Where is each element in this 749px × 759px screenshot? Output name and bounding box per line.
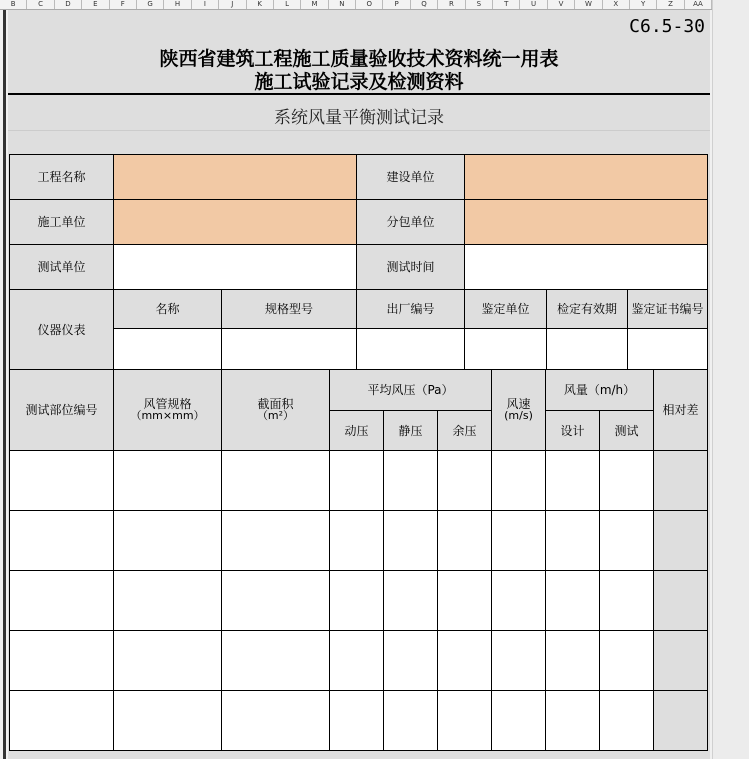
- cell-label: 测试部位编号: [25, 403, 98, 417]
- column-header[interactable]: S: [466, 0, 493, 9]
- dynamic-pressure-header: [329, 410, 384, 451]
- test-time-input[interactable]: [464, 244, 708, 290]
- column-header[interactable]: W: [575, 0, 602, 9]
- data-cell[interactable]: [491, 630, 546, 691]
- column-header[interactable]: O: [356, 0, 383, 9]
- data-cell[interactable]: [599, 450, 654, 511]
- test-unit-input[interactable]: [113, 244, 357, 290]
- cell-label: 风管规格: [143, 397, 192, 411]
- data-cell[interactable]: [437, 690, 492, 751]
- velocity-header: [491, 369, 546, 451]
- project-name-input[interactable]: [113, 154, 357, 200]
- row-divider: [8, 130, 710, 131]
- cell-label: 施工单位: [37, 215, 86, 229]
- cell-label: 风量（m/h）: [563, 383, 636, 397]
- data-cell[interactable]: [437, 450, 492, 511]
- data-cell[interactable]: [653, 570, 708, 631]
- tested-airflow-header: [599, 410, 654, 451]
- design-airflow-header: [545, 410, 600, 451]
- data-cell[interactable]: [437, 570, 492, 631]
- subcontractor-label: [356, 199, 465, 245]
- data-cell[interactable]: [9, 510, 114, 571]
- column-header[interactable]: L: [274, 0, 301, 9]
- column-header[interactable]: D: [55, 0, 82, 9]
- data-cell[interactable]: [9, 630, 114, 691]
- data-cell[interactable]: [599, 570, 654, 631]
- data-cell[interactable]: [599, 630, 654, 691]
- data-cell[interactable]: [491, 690, 546, 751]
- data-cell[interactable]: [599, 510, 654, 571]
- instrument-header: [221, 289, 357, 329]
- test-unit-label: [9, 244, 114, 290]
- title-divider: [8, 93, 710, 95]
- column-header[interactable]: X: [603, 0, 630, 9]
- relative-diff-header: [653, 369, 708, 451]
- column-header[interactable]: F: [110, 0, 137, 9]
- data-cell[interactable]: [329, 510, 384, 571]
- data-cell[interactable]: [383, 630, 438, 691]
- instrument-header: [627, 289, 708, 329]
- column-header-bar: [0, 0, 712, 10]
- construction-unit-label: [356, 154, 465, 200]
- cell-label: 平均风压（Pa）: [367, 383, 454, 397]
- data-cell[interactable]: [383, 450, 438, 511]
- instrument-header: [464, 289, 547, 329]
- airflow-header: [545, 369, 654, 411]
- data-cell[interactable]: [653, 450, 708, 511]
- cell-label: 建设单位: [386, 170, 435, 184]
- test-time-label: [356, 244, 465, 290]
- data-cell[interactable]: [491, 450, 546, 511]
- column-header[interactable]: H: [164, 0, 191, 9]
- cell-label: 余压: [452, 423, 477, 438]
- cell-unit: (m/s): [504, 409, 533, 422]
- contractor-input[interactable]: [113, 199, 357, 245]
- instrument-input[interactable]: [627, 328, 708, 370]
- form-code: C6.5-30: [629, 16, 705, 37]
- data-cell[interactable]: [653, 510, 708, 571]
- cell-label: 鉴定单位: [481, 302, 530, 316]
- data-cell[interactable]: [221, 630, 330, 691]
- column-header[interactable]: I: [192, 0, 219, 9]
- avg-pressure-header: [329, 369, 492, 411]
- data-cell[interactable]: [221, 570, 330, 631]
- data-cell[interactable]: [9, 690, 114, 751]
- data-cell[interactable]: [383, 510, 438, 571]
- data-cell[interactable]: [545, 510, 600, 571]
- data-cell[interactable]: [329, 450, 384, 511]
- column-header[interactable]: C: [27, 0, 54, 9]
- cell-unit: （m²）: [256, 409, 295, 422]
- cell-label: 测试时间: [386, 260, 435, 274]
- instrument-input[interactable]: [546, 328, 628, 370]
- cell-label: 静压: [398, 423, 423, 438]
- subcontractor-input[interactable]: [464, 199, 708, 245]
- instrument-header: [356, 289, 465, 329]
- cell-label: 测试: [614, 423, 639, 438]
- data-cell[interactable]: [9, 570, 114, 631]
- construction-unit-input[interactable]: [464, 154, 708, 200]
- static-pressure-header: [383, 410, 438, 451]
- cell-label: 名称: [155, 302, 180, 316]
- data-cell[interactable]: [221, 450, 330, 511]
- column-header[interactable]: R: [438, 0, 465, 9]
- data-cell[interactable]: [545, 630, 600, 691]
- cell-label: 测试单位: [37, 260, 86, 274]
- title-line-1: 陕西省建筑工程施工质量验收技术资料统一用表: [159, 48, 559, 70]
- data-cell[interactable]: [383, 570, 438, 631]
- cell-label: 工程名称: [37, 170, 86, 184]
- title-line-2: 施工试验记录及检测资料: [254, 71, 464, 93]
- instrument-input[interactable]: [356, 328, 465, 370]
- data-cell[interactable]: [9, 450, 114, 511]
- column-header[interactable]: G: [137, 0, 164, 9]
- column-header[interactable]: K: [247, 0, 274, 9]
- contractor-label: [9, 199, 114, 245]
- cell-label: 规格型号: [264, 302, 313, 316]
- cell-label: 风速: [506, 397, 531, 411]
- instrument-input[interactable]: [221, 328, 357, 370]
- column-header[interactable]: AA: [685, 0, 712, 9]
- data-cell[interactable]: [383, 690, 438, 751]
- data-cell[interactable]: [221, 510, 330, 571]
- column-header[interactable]: Q: [411, 0, 438, 9]
- column-header[interactable]: U: [520, 0, 547, 9]
- column-header[interactable]: Z: [657, 0, 684, 9]
- data-cell[interactable]: [221, 690, 330, 751]
- project-name-label: [9, 154, 114, 200]
- column-header[interactable]: J: [219, 0, 246, 9]
- column-header[interactable]: Y: [630, 0, 657, 9]
- residual-pressure-header: [437, 410, 492, 451]
- cell-label: 鉴定证书编号: [631, 302, 704, 316]
- data-cell[interactable]: [113, 630, 222, 691]
- cell-label: 动压: [344, 423, 369, 438]
- data-cell[interactable]: [545, 690, 600, 751]
- cell-unit: （mm×mm）: [130, 409, 205, 422]
- instrument-header: [546, 289, 628, 329]
- cell-label: 检定有效期: [556, 302, 617, 316]
- form-subtitle: 系统风量平衡测试记录: [274, 108, 444, 128]
- cell-label: 仪器仪表: [37, 322, 86, 337]
- column-header[interactable]: E: [82, 0, 109, 9]
- instrument-header: [113, 289, 222, 329]
- column-header[interactable]: V: [548, 0, 575, 9]
- data-cell[interactable]: [437, 630, 492, 691]
- data-cell[interactable]: [113, 450, 222, 511]
- data-cell[interactable]: [599, 690, 654, 751]
- data-cell[interactable]: [329, 570, 384, 631]
- cell-label: 出厂编号: [386, 302, 435, 316]
- data-cell[interactable]: [329, 690, 384, 751]
- column-header[interactable]: T: [493, 0, 520, 9]
- data-cell[interactable]: [113, 510, 222, 571]
- data-cell[interactable]: [491, 510, 546, 571]
- cell-label: 分包单位: [386, 215, 435, 229]
- column-header[interactable]: N: [329, 0, 356, 9]
- column-header[interactable]: P: [383, 0, 410, 9]
- area-header: [221, 369, 330, 451]
- data-cell[interactable]: [437, 510, 492, 571]
- duct-spec-header: [113, 369, 222, 451]
- data-cell[interactable]: [653, 690, 708, 751]
- instruments-label: [9, 289, 114, 370]
- data-cell[interactable]: [545, 570, 600, 631]
- cell-label: 截面积: [257, 397, 294, 411]
- column-header[interactable]: M: [301, 0, 328, 9]
- cell-label: 设计: [560, 423, 585, 438]
- frozen-pane-divider: [3, 10, 6, 759]
- data-cell[interactable]: [329, 630, 384, 691]
- instrument-input[interactable]: [113, 328, 222, 370]
- column-header[interactable]: B: [0, 0, 27, 9]
- data-cell[interactable]: [113, 690, 222, 751]
- data-cell[interactable]: [491, 570, 546, 631]
- vertical-scrollbar[interactable]: [712, 0, 749, 759]
- data-cell[interactable]: [545, 450, 600, 511]
- data-cell[interactable]: [113, 570, 222, 631]
- cell-label: 相对差: [662, 403, 699, 417]
- location-header: [9, 369, 114, 451]
- instrument-input[interactable]: [464, 328, 547, 370]
- data-cell[interactable]: [653, 630, 708, 691]
